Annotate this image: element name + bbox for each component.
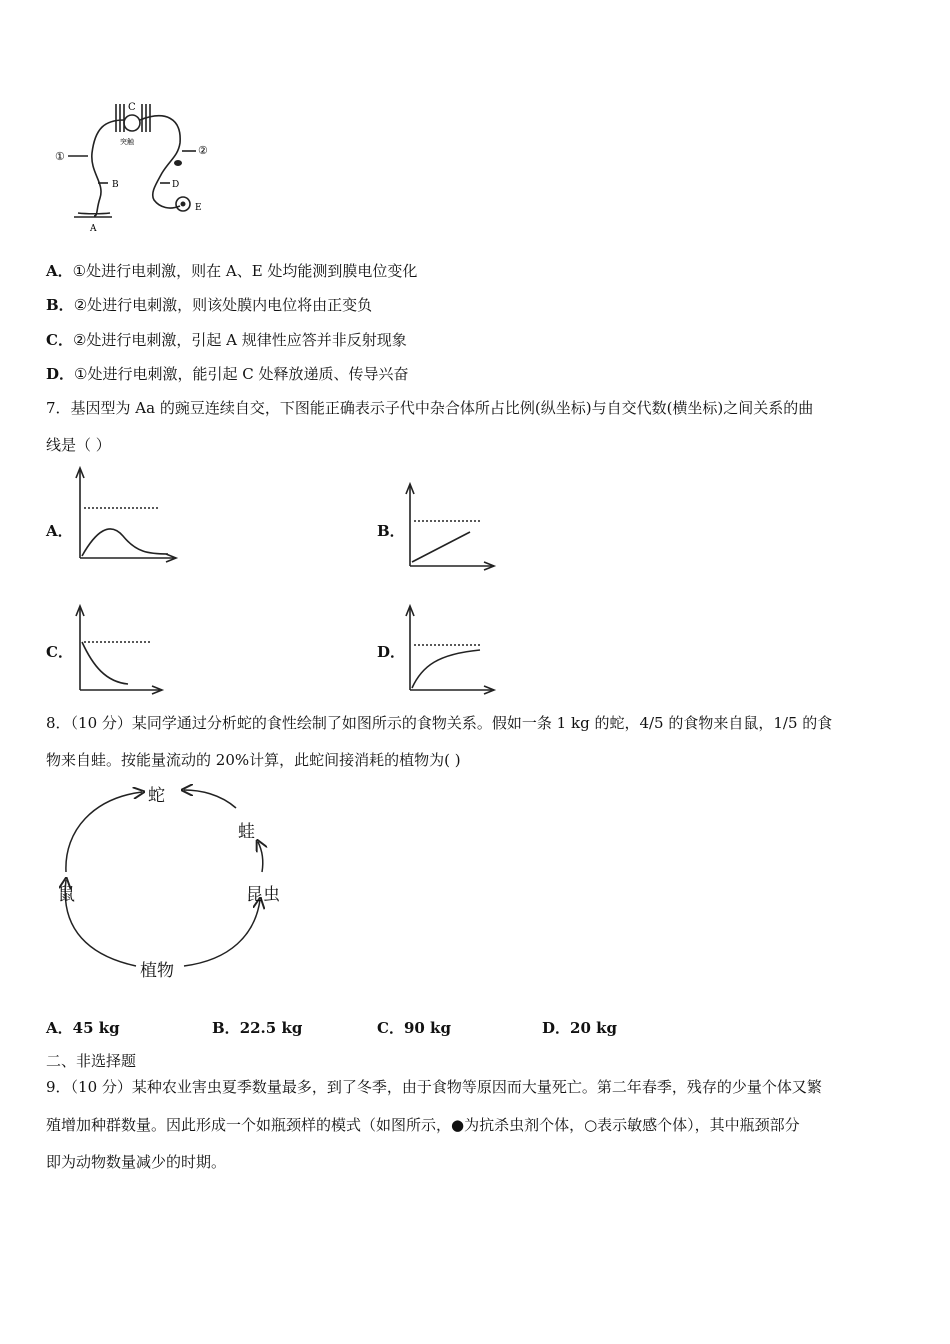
food-web-plant: 植物 <box>140 961 174 981</box>
label-two: ② <box>198 144 208 157</box>
q8-option-d: D．20 kg <box>542 1019 617 1037</box>
label-a: A <box>90 224 97 234</box>
q8-option-b: B．22.5 kg <box>212 1019 303 1037</box>
q8-question-line2: 物来自蛙。按能量流动的 20%计算，此蛇间接消耗的植物为( ) <box>46 751 461 769</box>
food-web-snake: 蛇 <box>148 786 165 806</box>
q7-graph-b <box>398 482 498 576</box>
q6-option-b: B．②处进行电刺激，则该处膜内电位将由正变负 <box>46 296 373 314</box>
reflex-arc-figure <box>50 98 220 238</box>
q7-option-d-label: D． <box>377 643 406 661</box>
q8-option-c: C．90 kg <box>377 1019 451 1037</box>
section-title: 二、非选择题 <box>46 1052 137 1070</box>
q6-option-a: A．①处进行电刺激，则在 A、E 处均能测到膜电位变化 <box>46 262 418 280</box>
q6-option-d: D．①处进行电刺激，能引起 C 处释放递质、传导兴奋 <box>46 365 409 383</box>
label-e: E <box>195 203 202 213</box>
label-one: ① <box>55 150 65 163</box>
q7-option-a-label: A． <box>46 522 73 540</box>
label-b: B <box>112 180 119 190</box>
q6-option-c: C．②处进行电刺激，引起 A 规律性应答并非反射现象 <box>46 331 407 349</box>
food-web-frog: 蛙 <box>238 822 255 842</box>
q9-question-line3: 即为动物数量减少的时期。 <box>46 1153 227 1171</box>
q7-graph-c <box>68 604 168 698</box>
label-c: C <box>128 102 136 113</box>
q8-question-line1: 8．（10 分）某同学通过分析蛇的食性绘制了如图所示的食物关系。假如一条 1 kg 的蛇，4/5 的食物来自鼠，1/5 的食 <box>46 714 833 732</box>
q7-option-b-label: B． <box>377 522 405 540</box>
q9-question-line2: 殖增加种群数量。因此形成一个如瓶颈样的模式（如图所示，●为抗杀虫剂个体，○表示敏感个体），其中瓶颈部分 <box>46 1116 800 1134</box>
food-web-insect: 昆虫 <box>246 885 280 905</box>
q8-option-a: A．45 kg <box>46 1019 120 1037</box>
food-web-mouse: 鼠 <box>58 885 75 905</box>
q9-question-line1: 9．（10 分）某种农业害虫夏季数量最多，到了冬季，由于食物等原因而大量死亡。第二年春季，残存的少量个体又繁 <box>46 1078 822 1096</box>
q7-question-line2: 线是（ ） <box>46 436 111 454</box>
label-d: D <box>172 180 180 190</box>
q7-graph-d <box>398 604 498 698</box>
q7-graph-a <box>68 466 180 566</box>
label-synapse: 突触 <box>120 138 134 146</box>
q7-question-line1: 7．基因型为 Aa 的豌豆连续自交，下图能正确表示子代中杂合体所占比例(纵坐标)与自交代数(横坐标)之间关系的曲 <box>46 399 814 417</box>
q7-option-c-label: C． <box>46 643 73 661</box>
